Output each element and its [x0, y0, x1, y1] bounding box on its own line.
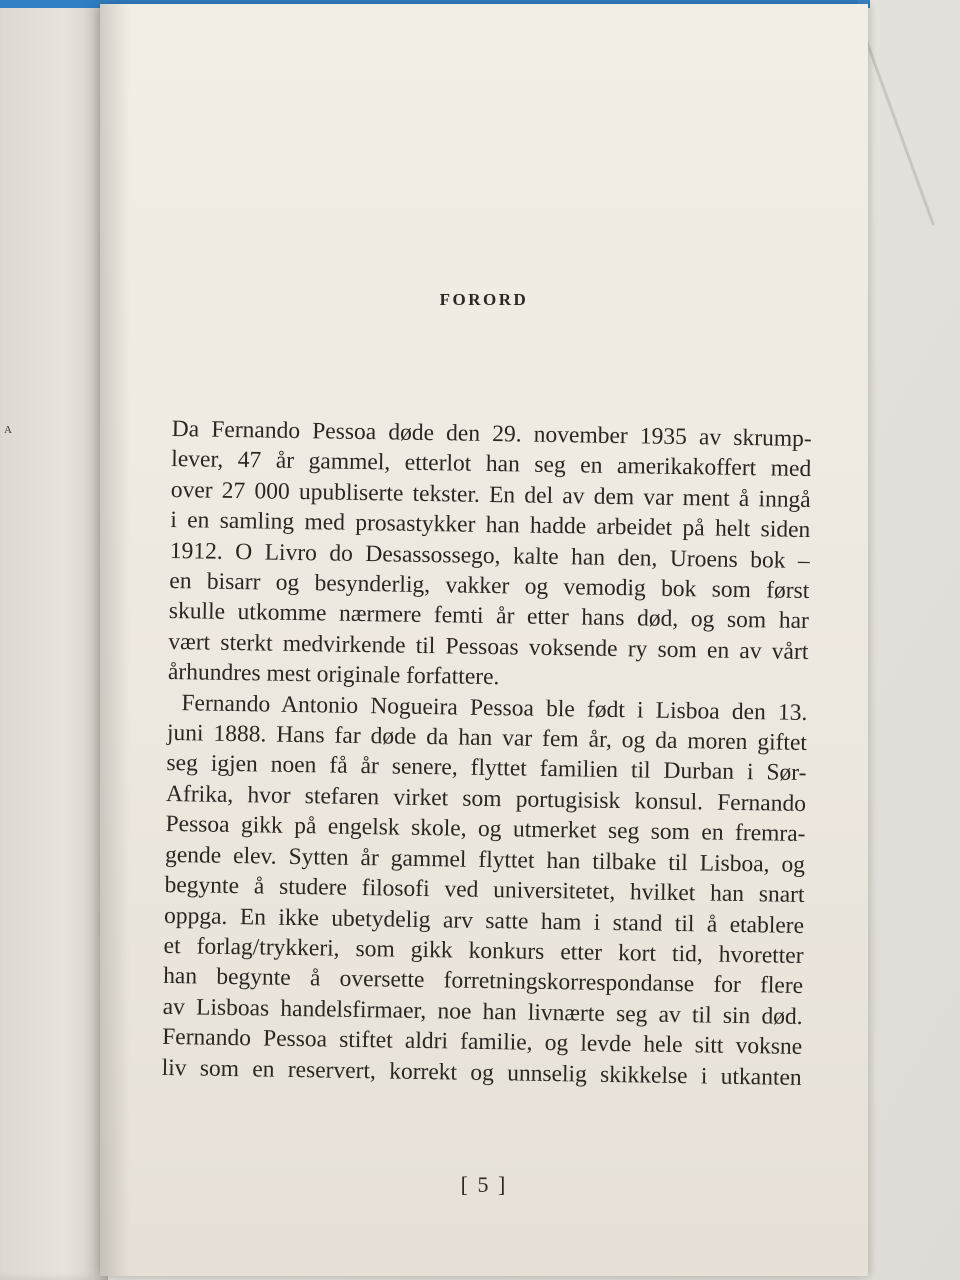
body-text [161, 414, 811, 1093]
text-line: skulle utkomme nærmere femti år etter hans død, og som har [168, 598, 810, 635]
text-line: begynte å studere filosofi ved universitetet, hvilket han snart [164, 872, 805, 909]
text-line: Afrika, hvor stefaren virket som portugisisk konsul. Fernando [165, 780, 807, 817]
text-line: århundres mest originale forfattere. [167, 659, 500, 691]
text-line: over 27 000 upubliserte tekster. En del av dem var ment å inngå [170, 476, 811, 513]
text-line: en bisarr og besynderlig, vakker og vemodig bok som først [169, 568, 810, 605]
text-line: lever, 47 år gammel, etterlot han seg en amerikakoffert med [171, 446, 812, 483]
text-line: av Lisboas handelsfirmaer, noe han livnærte seg av til sin død. [162, 993, 803, 1030]
text-line: han begynte å oversette forretningskorrespondanse for flere [162, 963, 804, 1000]
text-line: oppga. En ikke ubetydelig arv satte ham i stand til å etablere [163, 902, 805, 939]
left-page-mark: A [4, 424, 12, 436]
text-line: Da Fernando Pessoa døde den 29. november 1935 av skrump- [171, 415, 812, 453]
text-line: Pessoa gikk på engelsk skole, og utmerket seg som en fremra- [165, 811, 806, 848]
text-line: 1912. O Livro do Desassossego, kalte han den, Uroens bok – [169, 537, 810, 574]
left-facing-page [0, 0, 108, 1280]
paragraph-2 [161, 688, 807, 1093]
paragraph-1 [168, 414, 812, 698]
text-line: seg igjen noen få år senere, flyttet familien til Durban i Sør- [166, 750, 807, 787]
page-gutter-shadow [100, 4, 130, 1276]
text-line: Fernando Antonio Nogueira Pessoa ble født i Lisboa den 13. [181, 689, 808, 726]
page-heading: FORORD [439, 290, 529, 309]
text-line: vært sterkt medvirkende til Pessoas voksende ry som en av vårt [168, 628, 809, 665]
text-line: juni 1888. Hans far døde da han var fem år, og da moren giftet [166, 720, 808, 757]
text-line: gende elev. Sytten år gammel flyttet han tilbake til Lisboa, og [164, 841, 806, 878]
text-line: i en samling med prosastykker han hadde arbeidet på helt siden [170, 507, 811, 544]
book-page [100, 4, 868, 1276]
page-number: [ 5 ] [460, 1172, 508, 1197]
text-line: liv som en reservert, korrekt og unnselig skikkelse i utkanten [161, 1054, 802, 1091]
text-line: Fernando Pessoa stiftet aldri familie, og levde hele sitt voksne [162, 1024, 803, 1061]
text-line: et forlag/trykkeri, som gikk konkurs etter kort tid, hvoretter [163, 932, 804, 969]
